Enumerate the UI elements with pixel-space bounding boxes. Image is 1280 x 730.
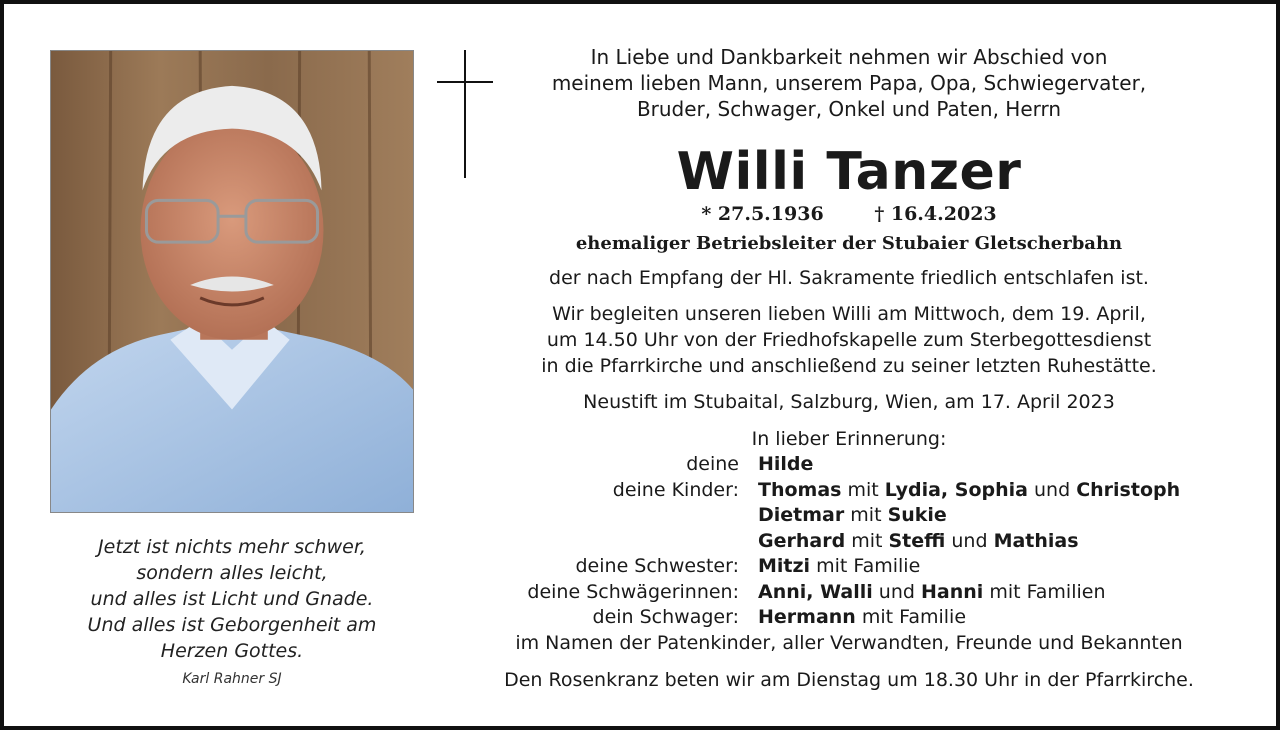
family-member-name: Sukie xyxy=(887,504,947,526)
family-connector: mit xyxy=(845,529,889,552)
family-connector: mit xyxy=(844,504,888,526)
family-names xyxy=(758,478,1180,504)
intro-line: In Liebe und Dankbarkeit nehmen wir Abschied von xyxy=(590,45,1108,69)
family-names xyxy=(758,580,1106,606)
family-relation-label: deine Kinder: xyxy=(612,478,739,501)
family-member-name: Hanni xyxy=(920,580,984,603)
family-relation-label: dein Schwager: xyxy=(592,606,739,628)
family-relation-label: deine Schwägerinnen: xyxy=(527,580,739,603)
family-relation-label: deine Schwester: xyxy=(575,555,739,577)
family-row xyxy=(444,529,1254,555)
family-row xyxy=(444,580,1254,606)
family-member-name: Gerhard xyxy=(758,529,846,552)
place-and-date: Neustift im Stubaital, Salzburg, Wien, am 17. April 2023 xyxy=(583,391,1115,413)
quote-line: sondern alles leicht, xyxy=(136,562,328,584)
family-list xyxy=(444,452,1254,631)
memory-heading: In lieber Erinnerung: xyxy=(751,428,947,450)
family-connector: und xyxy=(945,529,994,552)
quote-line: und alles ist Licht und Gnade. xyxy=(90,588,374,610)
family-member-name: Christoph xyxy=(1076,478,1181,501)
family-member-name: Thomas xyxy=(758,478,842,501)
family-connector: mit xyxy=(841,478,885,501)
family-connector: und xyxy=(1027,478,1077,501)
former-role: ehemaliger Betriebsleiter der Stubaier Gletscherbahn xyxy=(575,233,1123,254)
family-connector: und xyxy=(872,580,921,603)
deceased-name: Willi Tanzer xyxy=(676,142,1022,202)
family-member-name: Hilde xyxy=(758,453,814,475)
closing-line: im Namen der Patenkinder, aller Verwandten, Freunde und Bekannten xyxy=(515,632,1183,654)
intro xyxy=(444,44,1254,122)
quote-author: Karl Rahner SJ xyxy=(182,671,282,687)
quote-line: Jetzt ist nichts mehr schwer, xyxy=(98,536,366,558)
family-names xyxy=(758,529,1079,555)
life-dates xyxy=(444,202,1254,226)
funeral-line: um 14.50 Uhr von der Friedhofskapelle zum Sterbegottesdienst xyxy=(546,329,1152,351)
quote-line: Und alles ist Geborgenheit am xyxy=(87,614,377,636)
family-member-name: Steffi xyxy=(888,529,946,552)
family-row xyxy=(444,478,1254,504)
family-row xyxy=(444,554,1254,580)
family-connector: mit Familien xyxy=(983,580,1106,603)
family-connector: mit Familie xyxy=(810,555,921,577)
sacrament-text: der nach Empfang der Hl. Sakramente friedlich entschlafen ist. xyxy=(549,267,1149,289)
portrait-photo xyxy=(50,50,414,513)
funeral-line: Wir begleiten unseren lieben Willi am Mittwoch, dem 19. April, xyxy=(552,303,1146,325)
family-names xyxy=(758,452,813,478)
intro-line: meinem lieben Mann, unserem Papa, Opa, Schwiegervater, xyxy=(551,71,1147,95)
family-names xyxy=(758,503,947,529)
family-row xyxy=(444,452,1254,478)
family-member-name: Hermann xyxy=(758,606,856,628)
family-member-name: Lydia, Sophia xyxy=(884,478,1028,501)
family-member-name: Mitzi xyxy=(758,555,811,577)
family-names xyxy=(758,554,920,580)
birth-date: * 27.5.1936 xyxy=(701,203,824,225)
family-row xyxy=(444,605,1254,631)
funeral-details xyxy=(444,301,1254,379)
family-row xyxy=(444,503,1254,529)
family-member-name: Anni, Walli xyxy=(758,580,873,603)
family-names xyxy=(758,605,966,631)
intro-line: Bruder, Schwager, Onkel und Paten, Herrn xyxy=(636,97,1062,121)
funeral-line: in die Pfarrkirche und anschließend zu seiner letzten Ruhestätte. xyxy=(541,355,1157,377)
rosary-notice: Den Rosenkranz beten wir am Dienstag um 18.30 Uhr in der Pfarrkirche. xyxy=(504,669,1194,691)
death-date: † 16.4.2023 xyxy=(874,203,997,225)
family-relation-label: deine xyxy=(686,453,739,475)
portrait-image xyxy=(51,51,413,512)
family-member-name: Mathias xyxy=(993,529,1079,552)
family-member-name: Dietmar xyxy=(758,504,845,526)
quote-line: Herzen Gottes. xyxy=(160,640,304,662)
family-connector: mit Familie xyxy=(855,606,967,628)
quote xyxy=(50,534,414,664)
